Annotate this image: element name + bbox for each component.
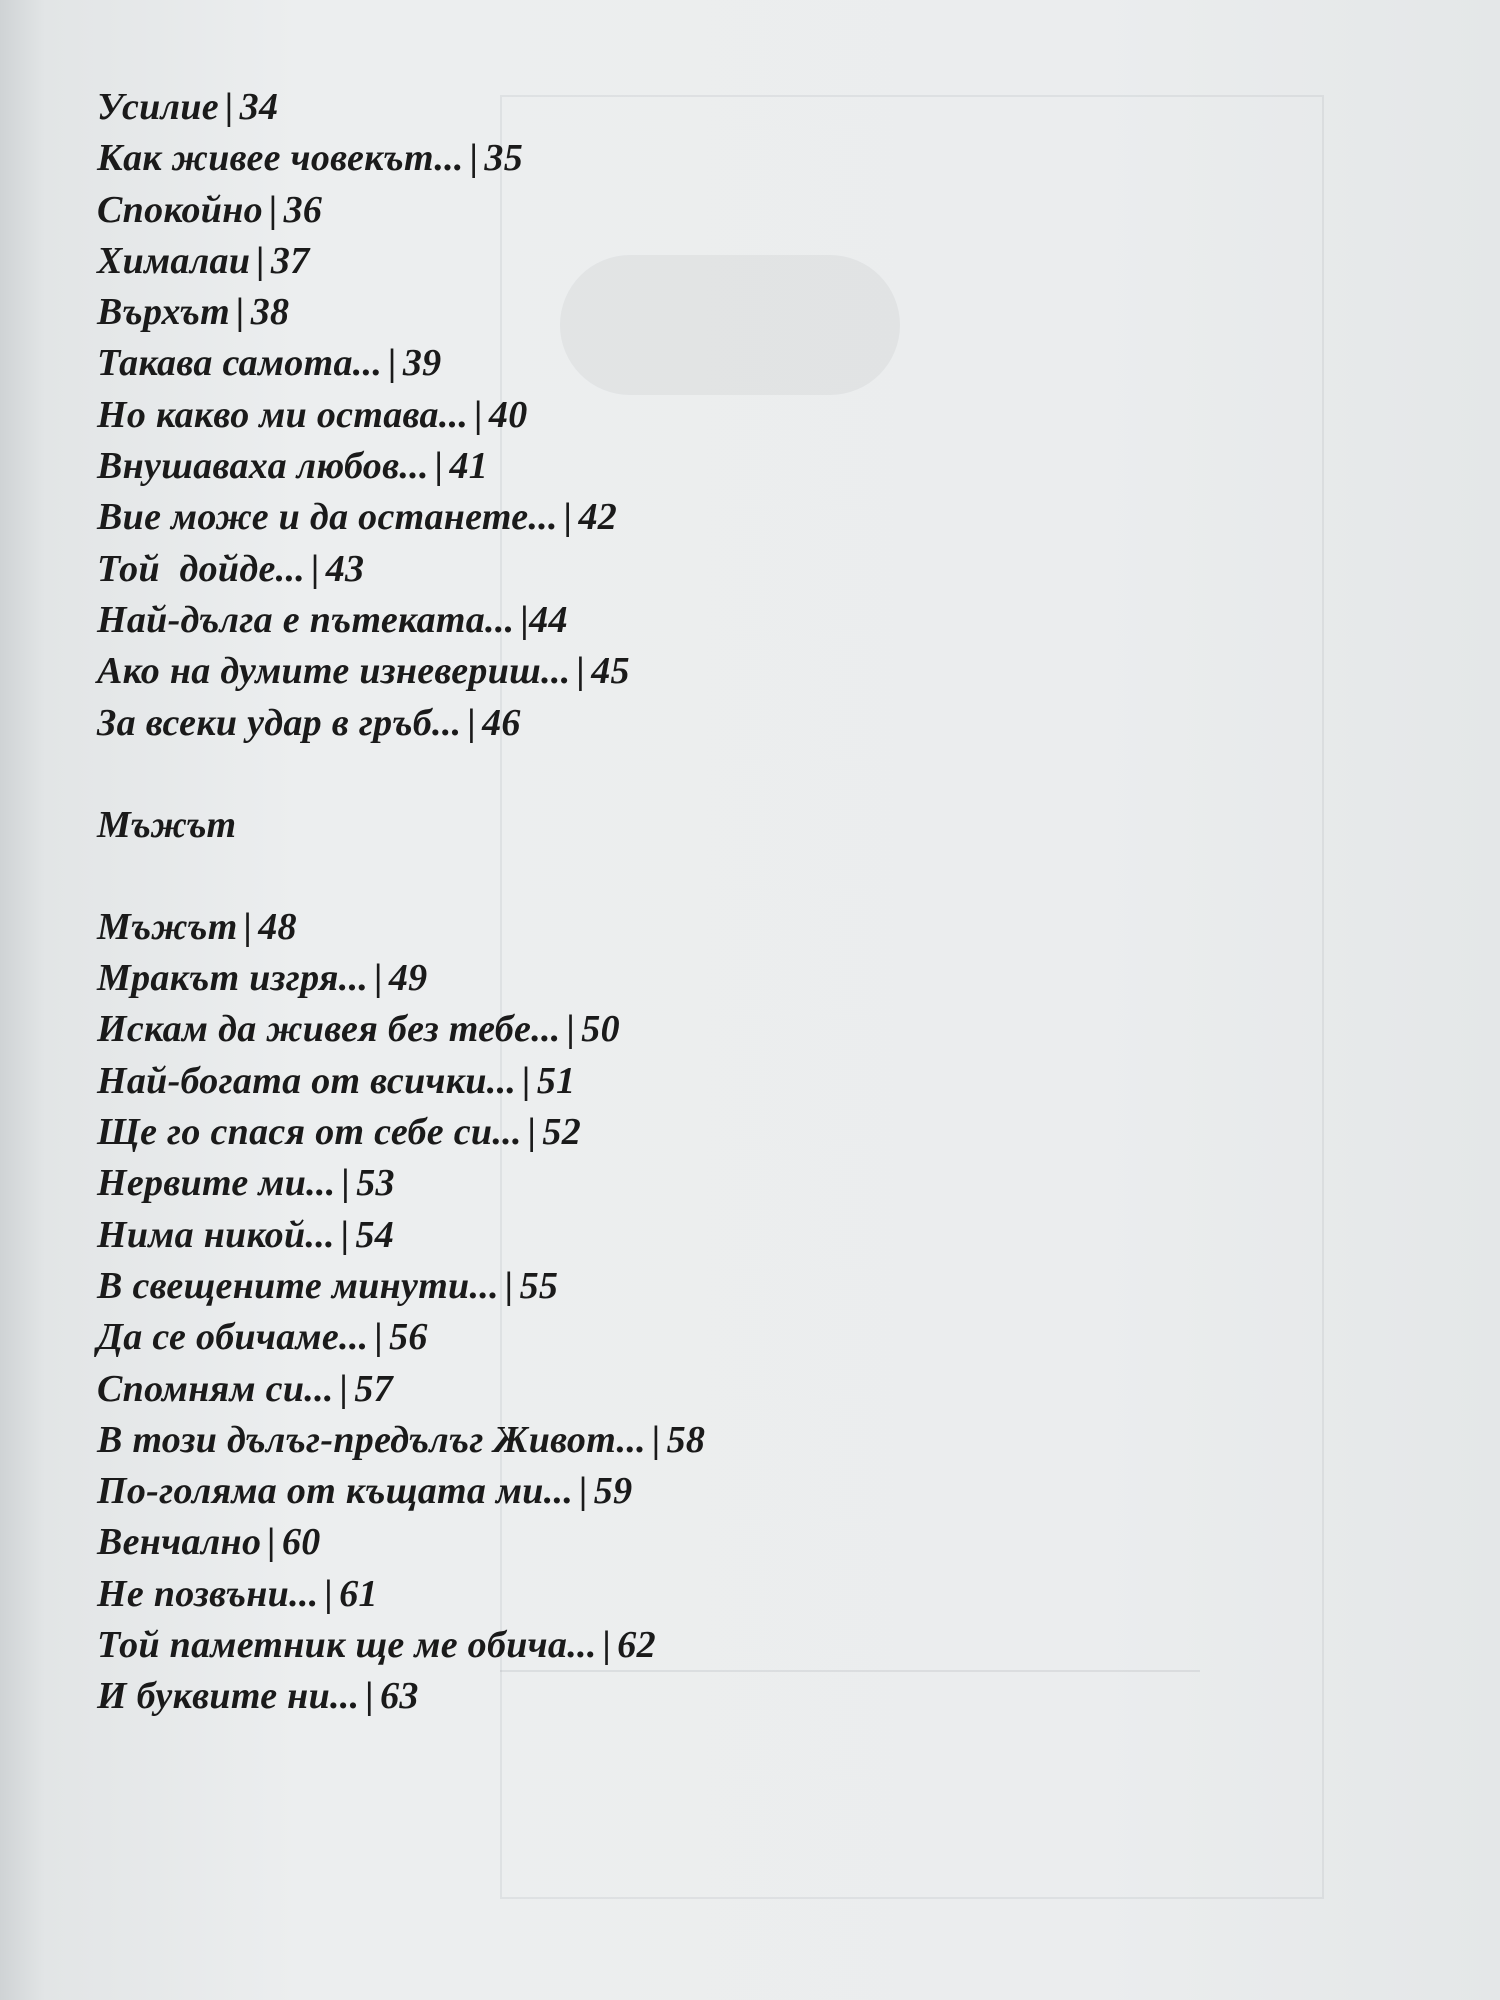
toc-entry-title: Спокойно	[97, 188, 263, 231]
toc-entry-page: 63	[380, 1675, 419, 1718]
toc-entry-page: 44	[529, 598, 568, 641]
toc-entry-title: Искам да живея без тебе...	[97, 1008, 561, 1051]
toc-entry-page: 36	[283, 188, 323, 231]
toc-entry	[97, 1107, 1197, 1158]
toc-separator: |	[388, 342, 397, 385]
toc-separator: |	[374, 957, 383, 1000]
toc-entry	[97, 236, 1197, 287]
toc-entry	[97, 1056, 1197, 1107]
toc-entry-title: Най-богата от всички...	[97, 1059, 517, 1102]
toc-entry-page: 46	[482, 701, 521, 744]
toc-entry	[97, 390, 1197, 441]
toc-separator: |	[563, 496, 573, 539]
toc-entry-title: Усилие	[97, 86, 219, 128]
toc-separator: |	[224, 86, 234, 128]
toc-entry-page: 60	[281, 1521, 321, 1564]
toc-separator: |	[324, 1572, 334, 1615]
toc-separator: |	[469, 137, 479, 180]
toc-entry	[97, 338, 1197, 389]
toc-entry	[97, 698, 1197, 749]
toc-separator: |	[311, 547, 320, 590]
toc-entry-page: 34	[239, 86, 279, 128]
toc-separator: |	[522, 1059, 531, 1102]
toc-separator: |	[651, 1418, 661, 1461]
toc-entry-page: 51	[536, 1059, 576, 1102]
toc-entry-title: За всеки удар в гръб...	[97, 701, 462, 744]
toc-entry	[97, 1466, 1197, 1517]
toc-entry	[97, 1569, 1197, 1620]
toc-entry	[97, 441, 1197, 492]
toc-entry-page: 39	[402, 342, 442, 385]
toc-entry	[97, 1158, 1197, 1209]
toc-entry-title: Нервите ми...	[97, 1162, 336, 1205]
toc-separator: |	[579, 1470, 588, 1513]
toc-entry	[97, 1415, 1197, 1466]
toc-entry-page: 35	[484, 137, 524, 180]
toc-separator: |	[602, 1624, 612, 1667]
toc-entry	[97, 1671, 1197, 1722]
toc-entry-page: 45	[591, 650, 630, 693]
table-of-contents	[97, 82, 1197, 1723]
toc-entry-title: Спомням си...	[97, 1367, 334, 1410]
section-spacer	[97, 749, 1197, 800]
toc-entry-page: 43	[325, 547, 365, 590]
toc-entry	[97, 492, 1197, 543]
toc-entry	[97, 1364, 1197, 1415]
toc-separator: |	[474, 393, 483, 436]
toc-entry	[97, 595, 1197, 646]
toc-separator: |	[340, 1213, 350, 1256]
toc-entry-title: Венчално	[97, 1521, 262, 1564]
toc-entry	[97, 1004, 1197, 1055]
toc-entry-page: 55	[519, 1264, 559, 1307]
toc-entry-title: Вие може и да останете...	[97, 496, 558, 539]
section-title: Мъжът	[97, 803, 237, 846]
toc-entry-page: 41	[449, 445, 489, 488]
toc-entry-page: 40	[488, 393, 528, 436]
toc-separator: |	[434, 445, 444, 488]
toc-entry	[97, 82, 1197, 133]
toc-entry-title: Такава самота...	[97, 342, 383, 385]
toc-entry-page: 52	[542, 1111, 582, 1154]
toc-entry-title: Не позвъни...	[97, 1572, 319, 1615]
toc-entry-title: Мракът изгря...	[97, 957, 369, 1000]
toc-entry	[97, 1517, 1197, 1568]
toc-entry-title: Ако на думите изневериш...	[97, 650, 571, 693]
toc-entry-page: 50	[581, 1008, 620, 1051]
toc-entry-title: Върхът	[97, 291, 231, 334]
toc-entry	[97, 1261, 1197, 1312]
toc-separator: |	[236, 291, 245, 334]
toc-separator: |	[374, 1316, 384, 1359]
toc-entry-title: В този дълъг-предълъг Живот...	[97, 1418, 646, 1461]
toc-separator: |	[467, 701, 477, 744]
toc-entry-page: 38	[250, 291, 290, 334]
toc-separator: |	[268, 188, 278, 231]
toc-entry-page: 61	[339, 1572, 378, 1615]
toc-separator: |	[341, 1162, 351, 1205]
toc-group-1	[97, 82, 1197, 749]
toc-separator: |	[256, 239, 265, 282]
toc-separator: |	[520, 598, 530, 641]
toc-entry-title: Нима никой...	[97, 1213, 335, 1256]
toc-entry-page: 56	[389, 1316, 428, 1359]
toc-entry-title: Как живее човекът...	[97, 137, 464, 180]
toc-separator: |	[267, 1521, 276, 1564]
toc-entry-page: 59	[593, 1470, 633, 1513]
toc-entry-page: 54	[355, 1213, 395, 1256]
toc-entry-page: 49	[388, 957, 428, 1000]
toc-entry	[97, 133, 1197, 184]
toc-separator: |	[566, 1008, 576, 1051]
toc-entry	[97, 287, 1197, 338]
toc-separator: |	[339, 1367, 349, 1410]
toc-entry-title: Ще го спася от себе си...	[97, 1111, 522, 1154]
toc-entry	[97, 1620, 1197, 1671]
toc-separator: |	[527, 1111, 537, 1154]
toc-entry	[97, 953, 1197, 1004]
toc-separator: |	[365, 1675, 375, 1718]
toc-separator: |	[504, 1264, 514, 1307]
toc-entry	[97, 185, 1197, 236]
toc-entry-page: 42	[578, 496, 618, 539]
toc-entry-title: Той дойде...	[97, 547, 306, 590]
toc-entry-title: Най-дълга е пътеката...	[97, 598, 515, 641]
toc-entry-title: Той паметник ще ме обича...	[97, 1624, 597, 1667]
toc-entry-page: 53	[356, 1162, 395, 1205]
section-spacer	[97, 851, 1197, 902]
toc-entry-title: По-голяма от къщата ми...	[97, 1470, 574, 1513]
toc-entry	[97, 646, 1197, 697]
toc-entry-title: Да се обичаме...	[97, 1316, 369, 1359]
toc-entry	[97, 544, 1197, 595]
toc-entry-page: 37	[270, 239, 310, 282]
toc-separator: |	[243, 905, 253, 948]
toc-entry-title: Внушаваха любов...	[97, 445, 429, 488]
toc-entry-title: Мъжът	[97, 905, 238, 948]
toc-entry-page: 62	[617, 1624, 656, 1667]
toc-entry-page: 58	[666, 1418, 706, 1461]
toc-entry-title: Хималаи	[97, 239, 251, 282]
toc-group-2	[97, 902, 1197, 1723]
toc-entry-title: Но какво ми остава...	[97, 393, 469, 436]
toc-entry	[97, 1210, 1197, 1261]
toc-separator: |	[576, 650, 586, 693]
toc-entry	[97, 902, 1197, 953]
toc-entry-page: 48	[258, 905, 297, 948]
toc-entry-title: В свещените минути...	[97, 1264, 499, 1307]
toc-entry	[97, 1312, 1197, 1363]
toc-entry-page: 57	[354, 1367, 393, 1410]
toc-entry-title: И буквите ни...	[97, 1675, 360, 1718]
